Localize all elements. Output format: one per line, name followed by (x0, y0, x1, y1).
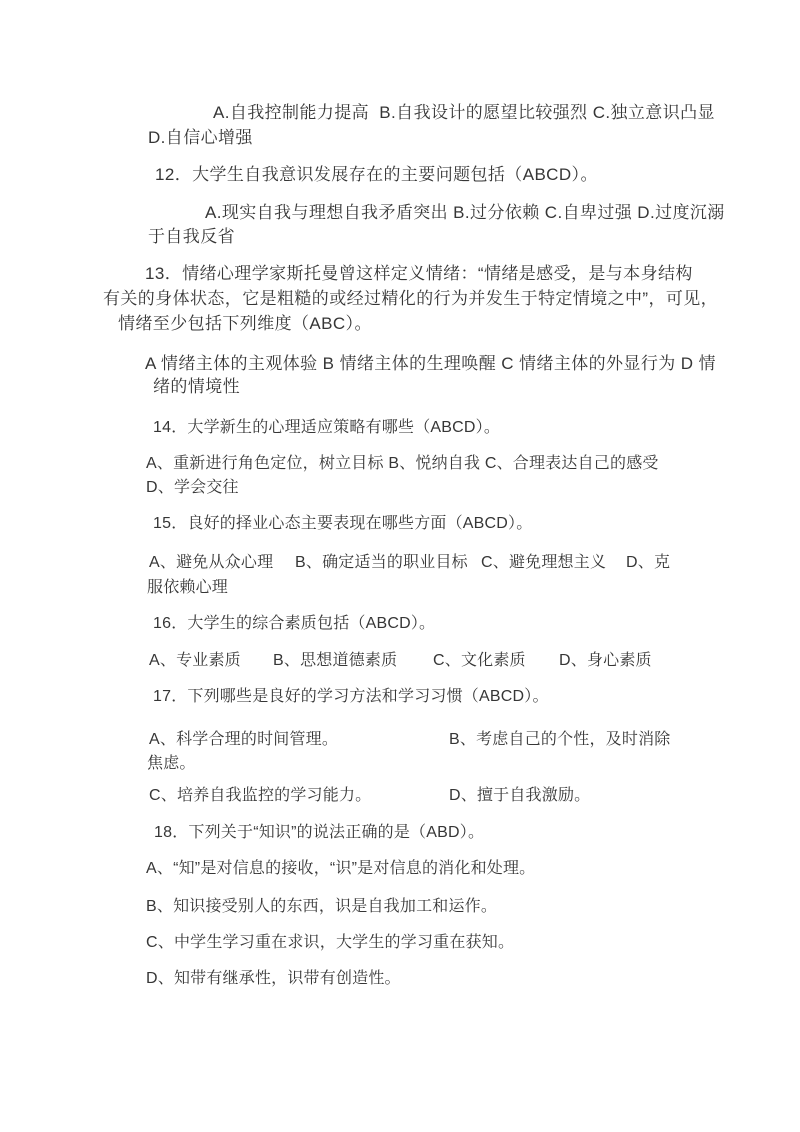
q14-options-text-1: A、重新进行角色定位，树立目标 B、悦纳自我 C、合理表达自己的感受 (146, 455, 659, 472)
q15-option-a: A、避免从众心理 (149, 554, 274, 571)
q18-option-b-text: B、知识接受别人的东西，识是自我加工和运作。 (146, 898, 498, 915)
q11-options-text-2: D.自信心增强 (148, 128, 253, 147)
q15-option-c: C、避免理想主义 (481, 554, 607, 571)
q15-stem-text: 15．良好的择业心态主要表现在哪些方面（ABCD）。 (153, 515, 533, 532)
q13-stem-text-1: 13．情绪心理学家斯托曼曾这样定义情绪：“情绪是感受，是与本身结构 (145, 264, 693, 283)
q16-option-c: C、文化素质 (433, 652, 526, 669)
q13-options-text-1: A 情绪主体的主观体验 B 情绪主体的生理唤醒 C 情绪主体的外显行为 D 情 (145, 354, 716, 373)
q13-stem-text-3: 情绪至少包括下列维度（ABC）。 (118, 314, 372, 333)
q17-option-d: D、擅于自我激励。 (449, 787, 591, 804)
q18-option-c-text: C、中学生学习重在求识，大学生的学习重在获知。 (146, 934, 515, 951)
q14-options-text-2: D、学会交往 (146, 479, 239, 496)
q17-option-b-wrap-text: 焦虑。 (147, 755, 196, 772)
q13-options-text-2: 绪的情境性 (153, 377, 240, 396)
q11-options-text-1: A.自我控制能力提高 B.自我设计的愿望比较强烈 C.独立意识凸显 (213, 103, 715, 122)
q17-option-b: B、考虑自己的个性，及时消除 (449, 731, 671, 748)
q15-option-b: B、确定适当的职业目标 (295, 554, 468, 571)
q15-option-d: D、克 (626, 554, 671, 571)
q16-option-d: D、身心素质 (559, 652, 652, 669)
q18-stem-text: 18．下列关于“知识”的说法正确的是（ABD）。 (154, 824, 485, 841)
q18-option-a-text: A、“知”是对信息的接收，“识”是对信息的消化和处理。 (146, 860, 536, 877)
q14-stem-text: 14．大学新生的心理适应策略有哪些（ABCD）。 (153, 419, 501, 436)
q17-option-a: A、科学合理的时间管理。 (149, 731, 339, 748)
q17-option-c: C、培养自我监控的学习能力。 (149, 787, 372, 804)
q12-options-text-2: 于自我反省 (148, 227, 235, 246)
q15-option-d-wrap-text: 服依赖心理 (147, 579, 229, 596)
q16-option-a: A、专业素质 (149, 652, 241, 669)
q18-option-d-text: D、知带有继承性，识带有创造性。 (146, 970, 401, 987)
q18-option-d (0, 969, 800, 1031)
q16-stem-text: 16．大学生的综合素质包括（ABCD）。 (153, 615, 436, 632)
q17-stem-text: 17．下列哪些是良好的学习方法和学习习惯（ABCD）。 (153, 688, 549, 705)
q13-stem-text-2: 有关的身体状态，它是粗糙的或经过精化的行为并发生于特定情境之中”，可见， (103, 289, 719, 308)
q12-options-text-1: A.现实自我与理想自我矛盾突出 B.过分依赖 C.自卑过强 D.过度沉溺 (205, 203, 725, 222)
q12-stem-text: 12．大学生自我意识发展存在的主要问题包括（ABCD）。 (155, 165, 598, 184)
q16-option-b: B、思想道德素质 (273, 652, 398, 669)
